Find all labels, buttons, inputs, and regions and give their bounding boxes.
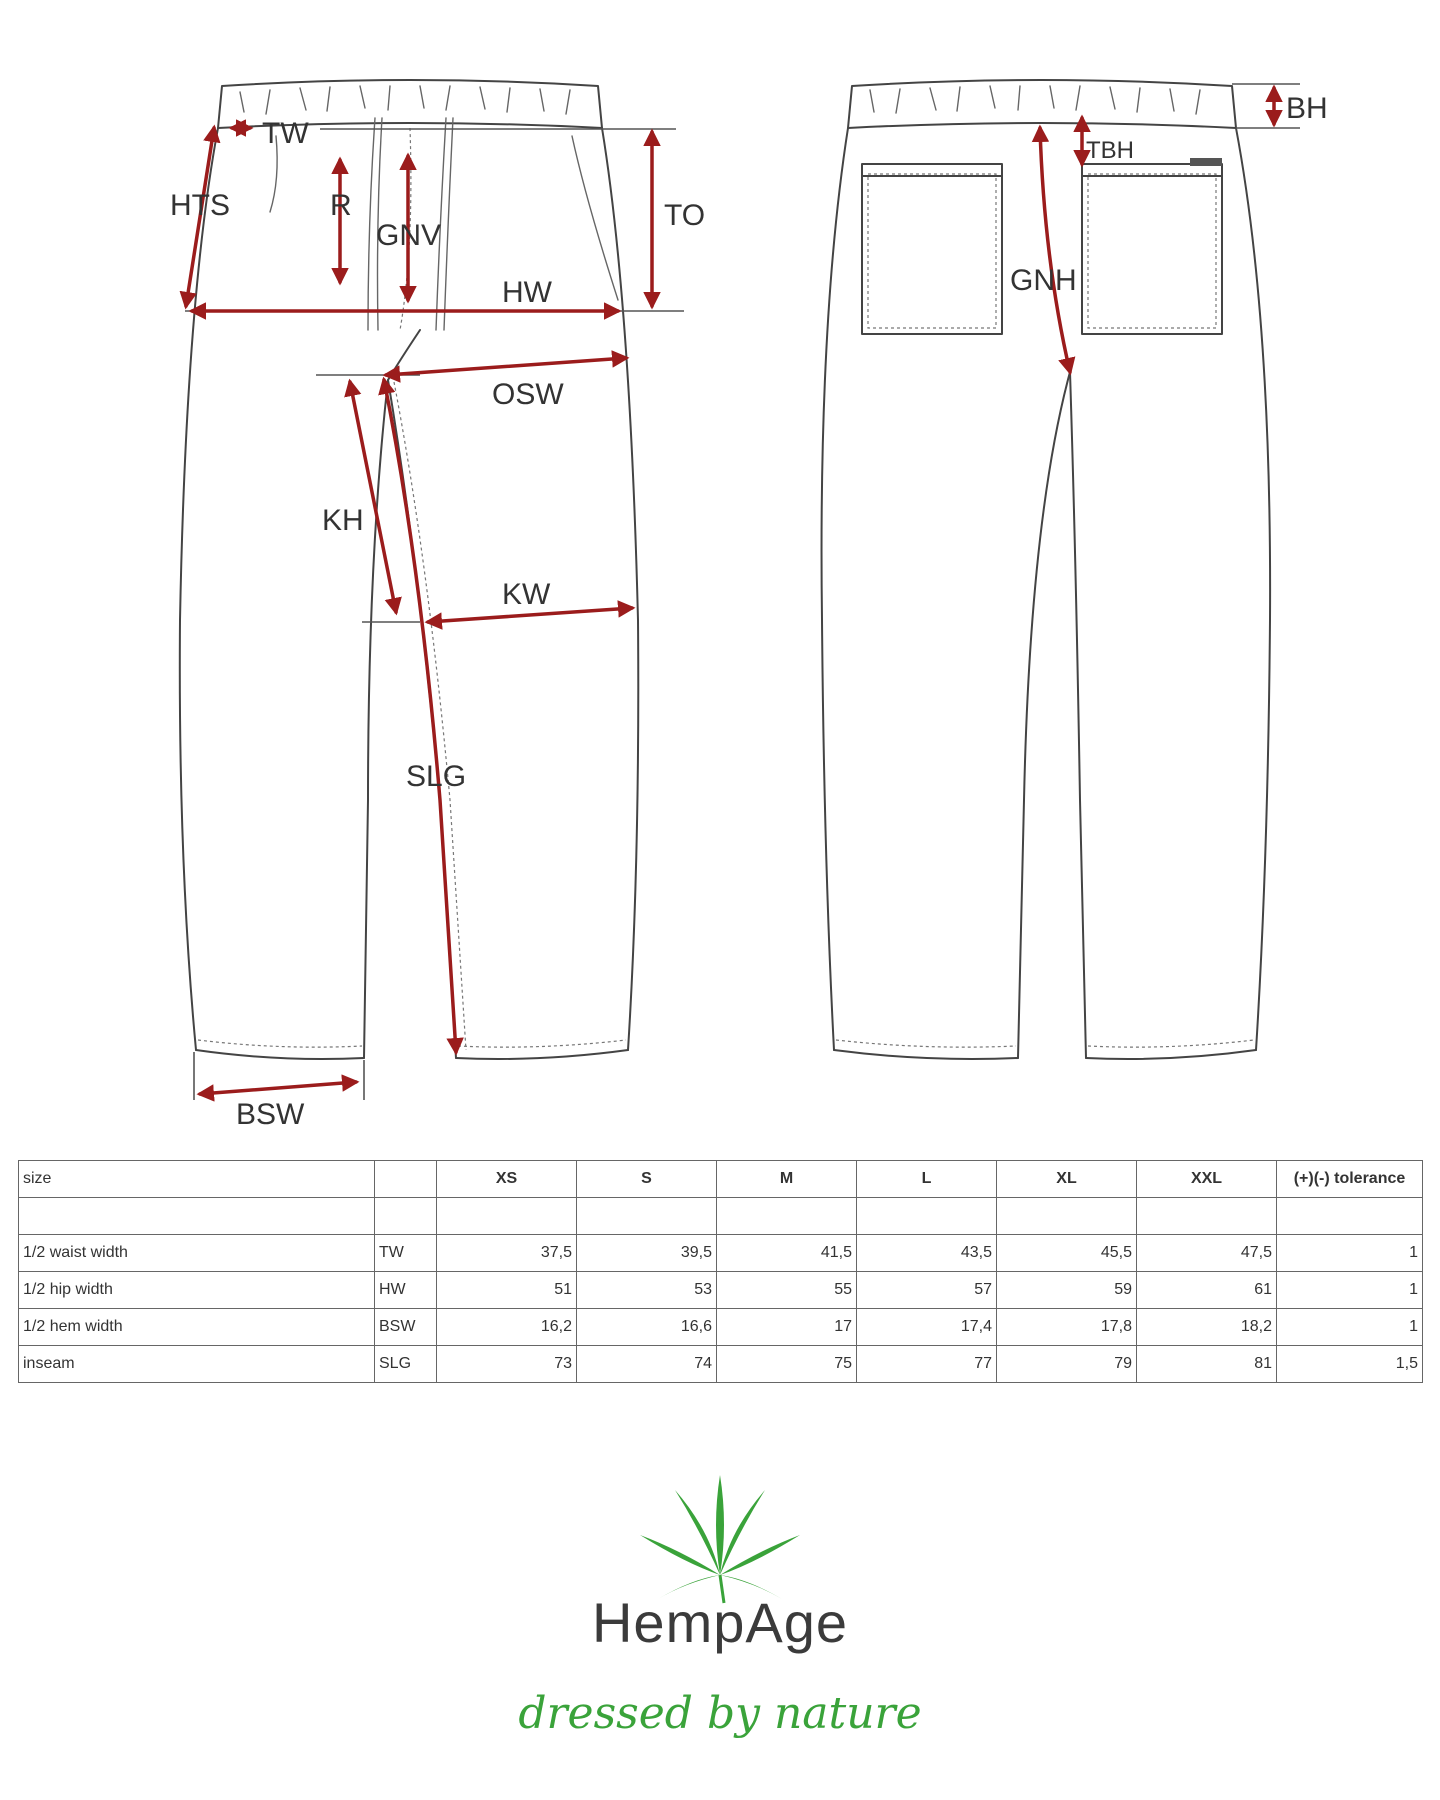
table-header-row xyxy=(19,1161,1423,1198)
brand-name: HempAge xyxy=(591,1591,849,1654)
header-size-m: M xyxy=(717,1161,857,1198)
label-gnh: GNH xyxy=(1010,264,1077,297)
header-size-xs: XS xyxy=(437,1161,577,1198)
label-tw: TW xyxy=(262,117,309,150)
label-slg: SLG xyxy=(406,760,467,793)
table-row: 1/2 waist width TW 37,5 39,5 41,5 43,5 45,5 47,5 1 xyxy=(19,1235,1423,1272)
hemp-leaf-icon xyxy=(640,1475,800,1603)
front-labels xyxy=(170,117,705,1131)
header-size-l: L xyxy=(857,1161,997,1198)
header-code xyxy=(375,1161,437,1198)
header-size: size xyxy=(19,1161,375,1198)
size-chart-table xyxy=(18,1160,1423,1383)
label-to: TO xyxy=(664,199,706,232)
table-row: inseam SLG 73 74 75 77 79 81 1,5 xyxy=(19,1346,1423,1383)
label-bsw: BSW xyxy=(236,1098,305,1131)
label-kw: KW xyxy=(502,578,551,611)
label-tbh: TBH xyxy=(1086,137,1134,164)
header-size-s: S xyxy=(577,1161,717,1198)
label-bh: BH xyxy=(1286,92,1328,125)
label-kh: KH xyxy=(322,504,364,537)
brand-slogan: dressed by nature xyxy=(518,1688,922,1739)
header-tolerance: (+)(-) tolerance xyxy=(1277,1161,1423,1198)
label-osw: OSW xyxy=(492,378,564,411)
table-row: 1/2 hip width HW 51 53 55 57 59 61 1 xyxy=(19,1272,1423,1309)
label-gnv: GNV xyxy=(376,219,442,252)
table-spacer-row xyxy=(19,1198,1423,1235)
header-size-xxl: XXL xyxy=(1137,1161,1277,1198)
table-row: 1/2 hem width BSW 16,2 16,6 17 17,4 17,8 18,2 1 xyxy=(19,1309,1423,1346)
label-hw: HW xyxy=(502,276,552,309)
label-r: R xyxy=(330,189,352,222)
label-hts: HTS xyxy=(170,189,230,222)
header-size-xl: XL xyxy=(997,1161,1137,1198)
